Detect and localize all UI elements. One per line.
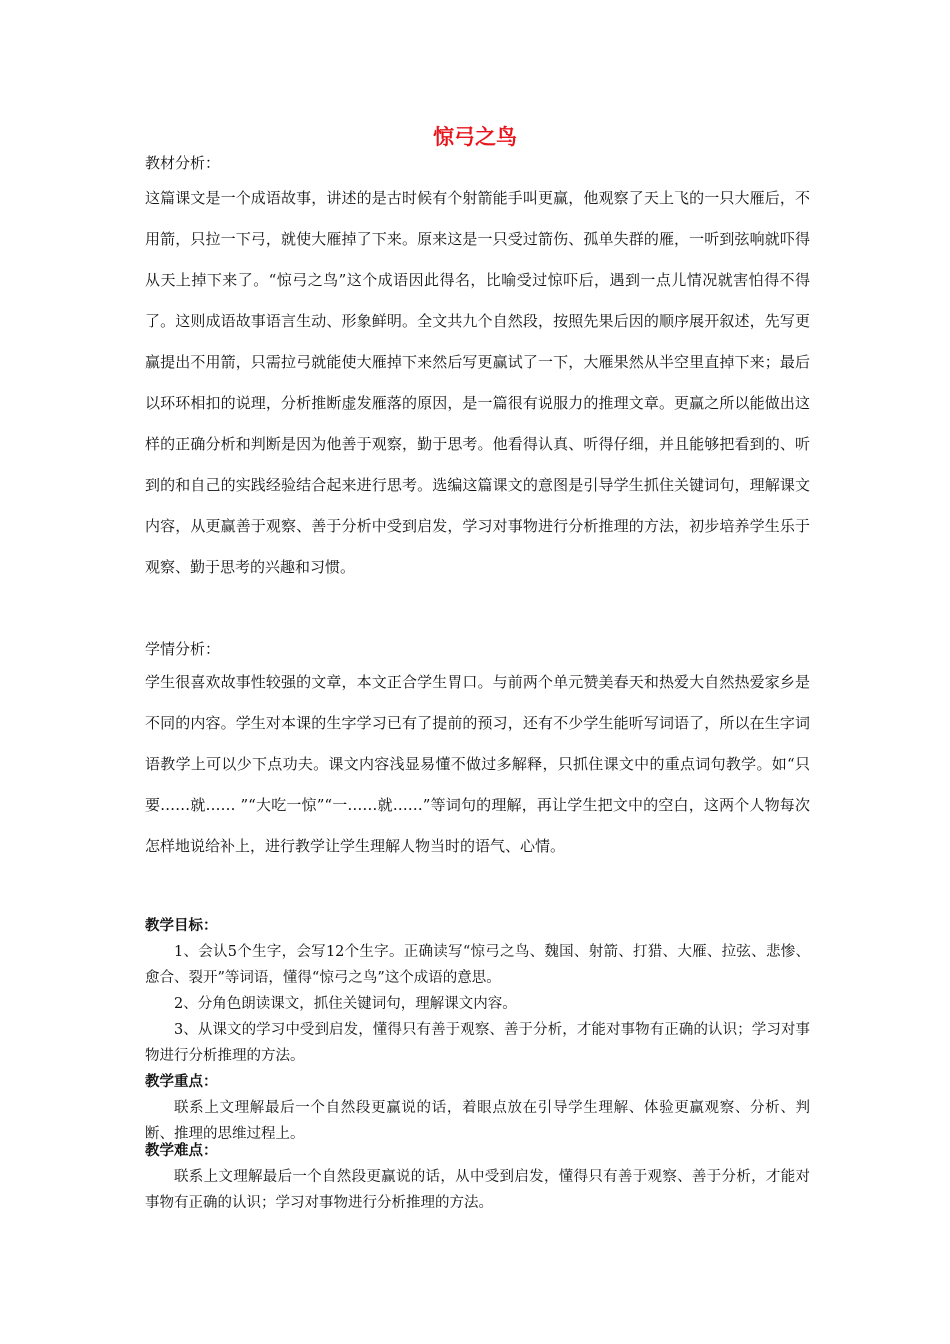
student-analysis-heading: 学情分析： bbox=[145, 640, 221, 658]
key-points-paragraph: 联系上文理解最后一个自然段更赢说的话，着眼点放在引导学生理解、体验更赢观察、分析、判断、推理的思维过程上。 bbox=[145, 1100, 810, 1142]
objectives-section bbox=[145, 913, 810, 1069]
textbook-analysis-body bbox=[145, 178, 810, 588]
textbook-analysis-heading: 教材分析： bbox=[145, 154, 221, 172]
difficulties-paragraph: 联系上文理解最后一个自然段更赢说的话，从中受到启发，懂得只有善于观察、善于分析，才能对事物有正确的认识；学习对事物进行分析推理的方法。 bbox=[145, 1169, 810, 1211]
objective-item-2: 2、分角色朗读课文，抓住关键词句，理解课文内容。 bbox=[174, 996, 517, 1012]
student-analysis-paragraph: 学生很喜欢故事性较强的文章，本文正合学生胃口。与前两个单元赞美春天和热爱大自然热爱家乡是不同的内容。学生对本课的生字学习已有了提前的预习，还有不少学生能听写词语了，所以在生字词语教学上可以少下点功夫。课文内容浅显易懂不做过多解释，只抓住课文中的重点词句教学。如“只要……就…… ”“大吃一惊”“一……就……”等词句的理解，再让学生把文中的空白，这两个人物每次怎样地说给补上，进行教学让学生理解人物当时的语气、心情。 bbox=[145, 673, 810, 855]
textbook-analysis-section bbox=[145, 148, 810, 178]
key-points-heading: 教学重点： bbox=[145, 1073, 218, 1090]
objective-item-3: 3、从课文的学习中受到启发，懂得只有善于观察、善于分析，才能对事物有正确的认识；学习对事物进行分析推理的方法。 bbox=[145, 1022, 810, 1064]
objectives-heading: 教学目标： bbox=[145, 917, 218, 934]
key-points-section bbox=[145, 1069, 810, 1147]
student-analysis-body bbox=[145, 662, 810, 867]
page-title: 惊弓之鸟 bbox=[433, 124, 517, 149]
objective-item-1: 1、会认5个生字，会写12个生字。正确读写“惊弓之鸟、魏国、射箭、打猎、大雁、拉弦、悲惨、愈合、裂开”等词语，懂得“惊弓之鸟”这个成语的意思。 bbox=[145, 944, 810, 986]
textbook-analysis-paragraph: 这篇课文是一个成语故事，讲述的是古时候有个射箭能手叫更赢，他观察了天上飞的一只大雁后，不用箭，只拉一下弓，就使大雁掉了下来。原来这是一只受过箭伤、孤单失群的雁，一听到弦响就吓得从天上掉下来了。“惊弓之鸟”这个成语因此得名，比喻受过惊吓后，遇到一点儿情况就害怕得不得了。这则成语故事语言生动、形象鲜明。全文共九个自然段，按照先果后因的顺序展开叙述，先写更赢提出不用箭，只需拉弓就能使大雁掉下来然后写更赢试了一下，大雁果然从半空里直掉下来；最后以环环相扣的说理，分析推断虚发雁落的原因，是一篇很有说服力的推理文章。更赢之所以能做出这样的正确分析和判断是因为他善于观察，勤于思考。他看得认真、听得仔细，并且能够把看到的、听到的和自己的实践经验结合起来进行思考。选编这篇课文的意图是引导学生抓住关键词句，理解课文内容，从更赢善于观察、善于分析中受到启发，学习对事物进行分析推理的方法，初步培养学生乐于观察、勤于思考的兴趣和习惯。 bbox=[145, 189, 810, 576]
difficulties-section bbox=[145, 1138, 810, 1216]
difficulties-heading: 教学难点： bbox=[145, 1142, 218, 1159]
student-analysis-section bbox=[145, 634, 810, 664]
